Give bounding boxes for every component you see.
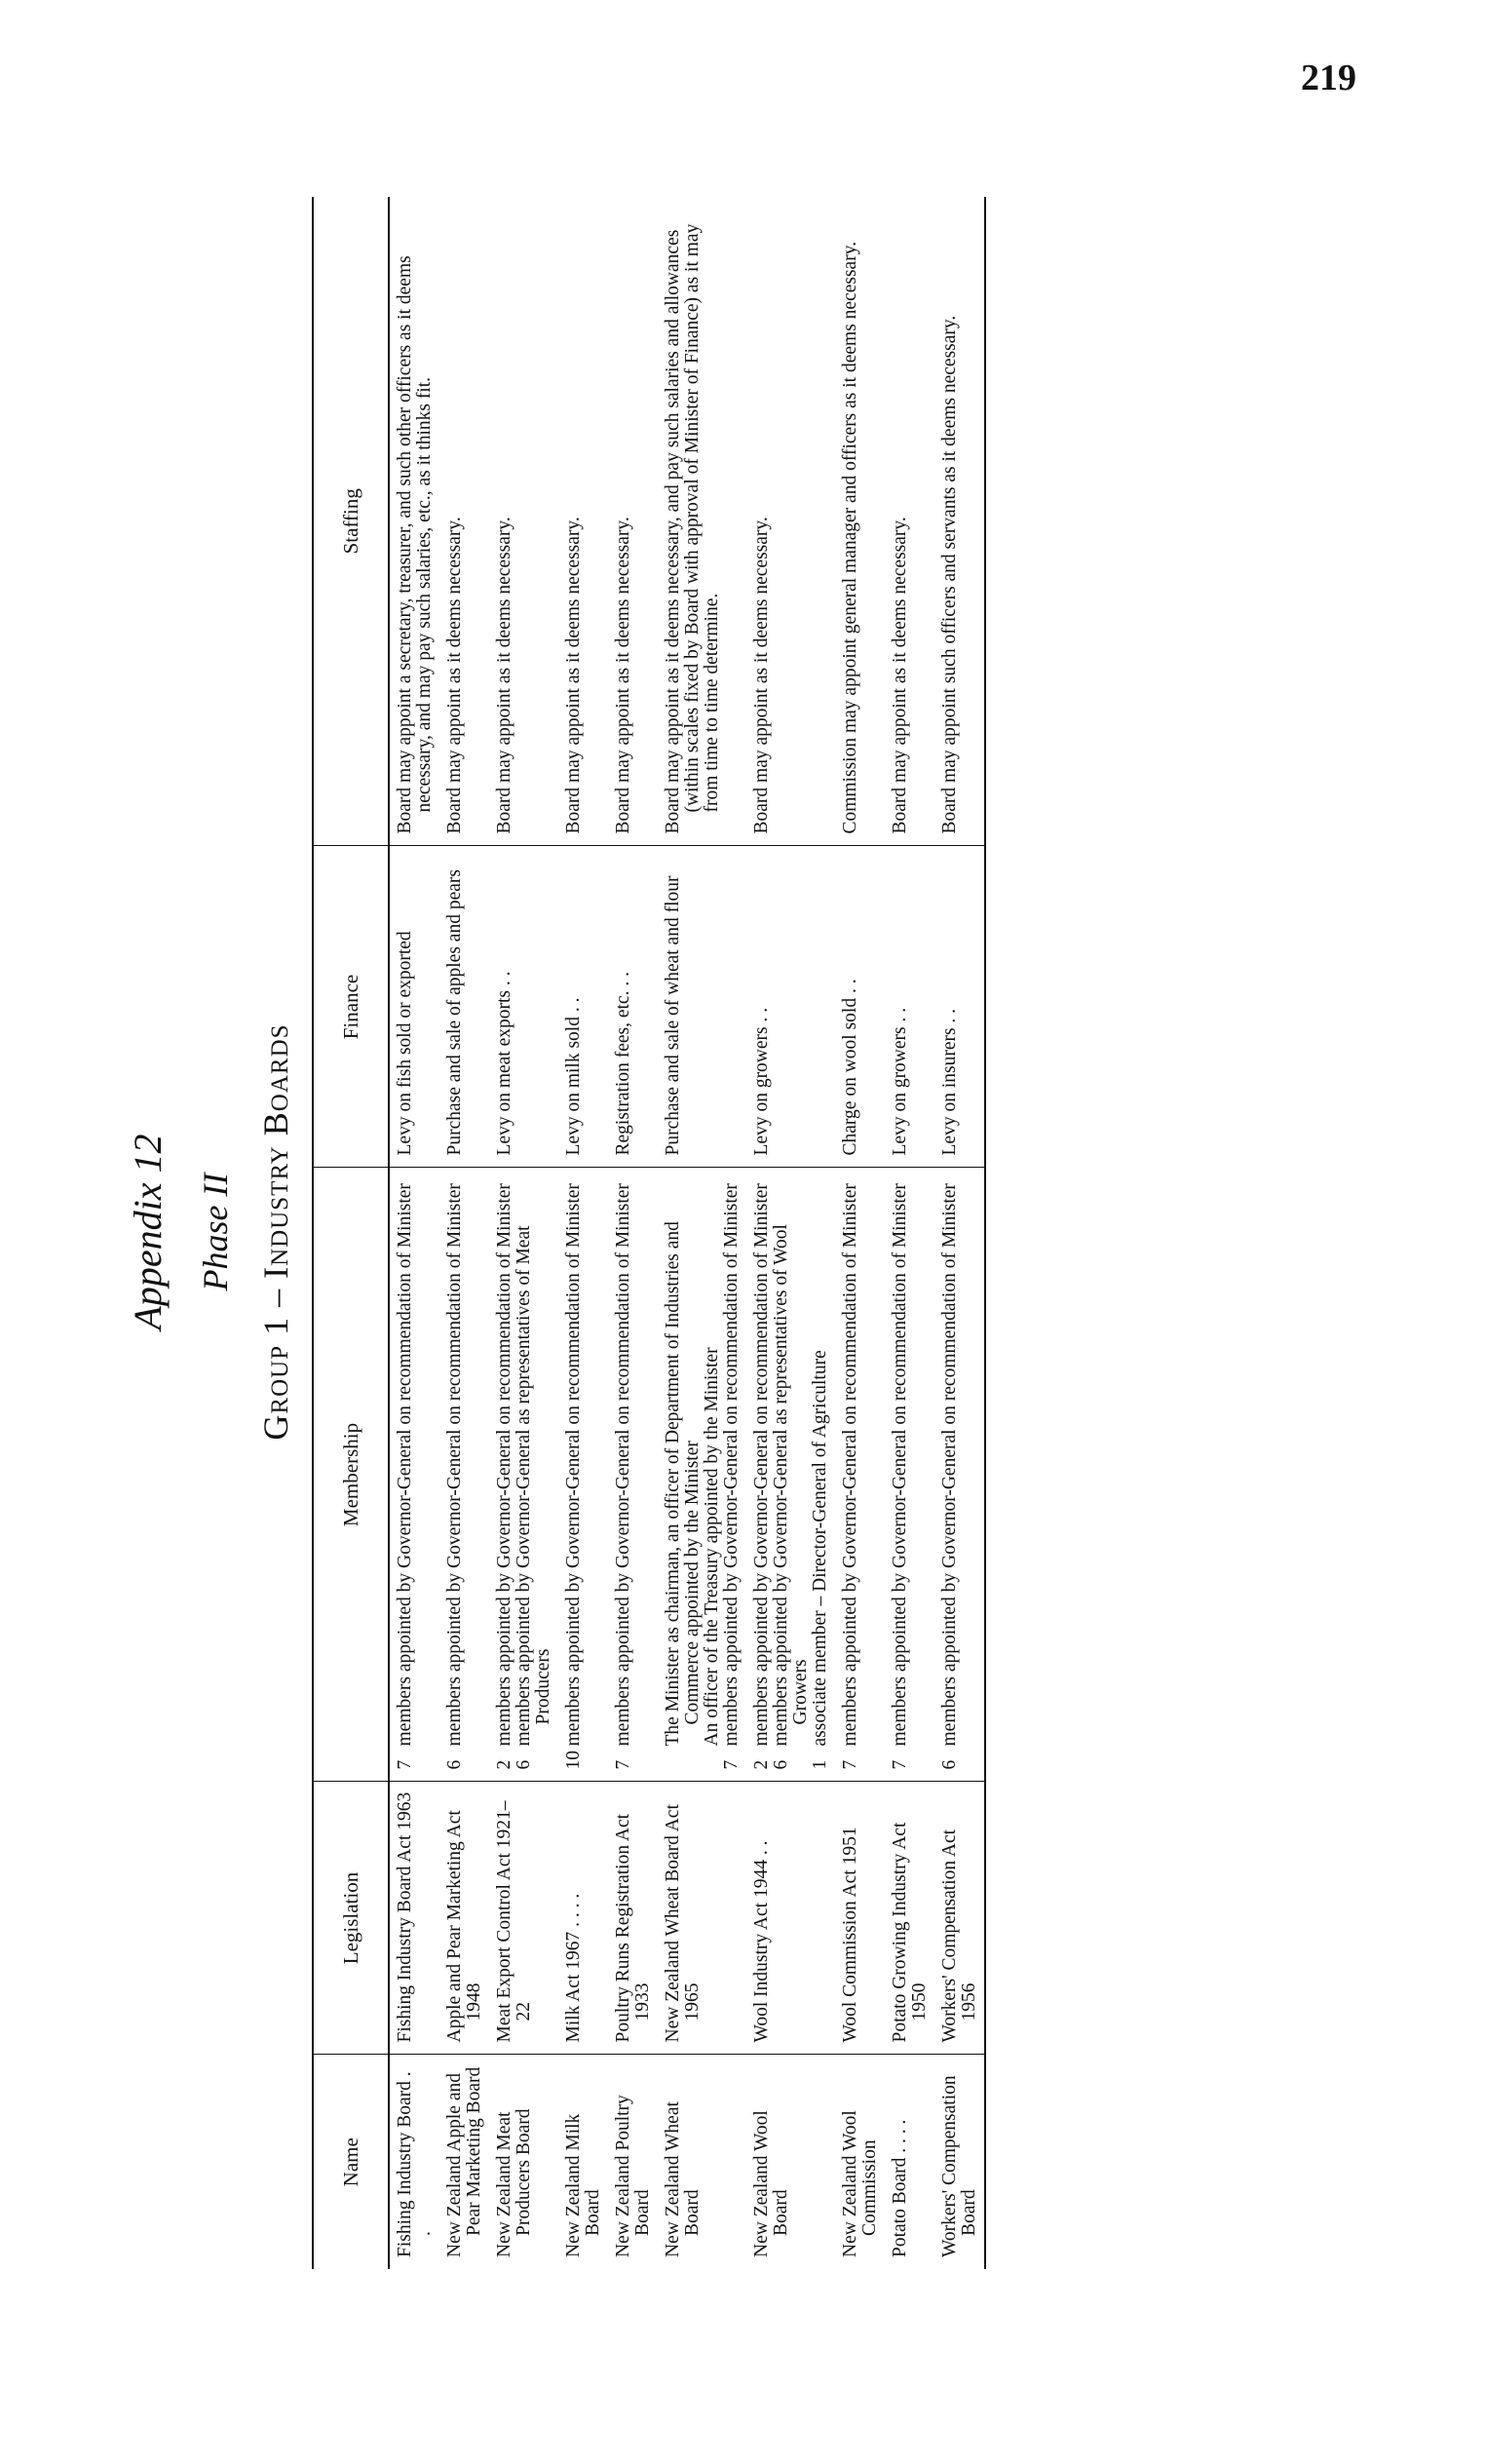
cell-name-text: New Zealand Wool Board <box>751 2110 791 2257</box>
membership-count: 7 <box>613 1759 633 1770</box>
membership-entry <box>564 1178 584 1770</box>
table-row <box>934 197 985 2269</box>
cell-staffing-text: Board may appoint as it deems necessary. <box>563 517 584 834</box>
membership-entry <box>495 1178 514 1770</box>
cell-membership <box>885 1168 934 1782</box>
cell-staffing <box>439 197 489 846</box>
table-row <box>608 197 658 2269</box>
cell-membership <box>439 1168 489 1782</box>
cell-name <box>489 2055 558 2269</box>
cell-staffing-text: Board may appoint as it deems necessary. <box>613 517 633 834</box>
cell-finance-text: Levy on milk sold . . <box>563 997 584 1156</box>
membership-text: members appointed by Governor-General on recommendation of Minister <box>494 1183 514 1747</box>
table-row <box>658 197 746 2269</box>
cell-finance <box>885 846 934 1168</box>
cell-staffing <box>835 197 885 846</box>
cell-finance-text: Levy on fish sold or exported <box>395 931 415 1156</box>
cell-legislation <box>746 1782 835 2055</box>
cell-legislation <box>489 1782 558 2055</box>
appendix-title: Appendix 12 <box>126 1134 170 1330</box>
membership-count: 6 <box>444 1759 465 1770</box>
membership-text: An officer of the Treasury appointed by the Minister <box>702 1347 722 1747</box>
cell-name-text: New Zealand Wool Commission <box>840 2110 880 2257</box>
cell-name <box>389 2055 439 2269</box>
cell-legislation-text: Apple and Pear Marketing Act 1948 <box>444 1810 484 2043</box>
membership-text: members appointed by Governor-General on recommendation of Minister <box>613 1183 633 1747</box>
cell-name <box>608 2055 658 2269</box>
cell-membership <box>746 1168 835 1782</box>
cell-membership <box>658 1168 746 1782</box>
cell-staffing <box>934 197 985 846</box>
membership-count: 2 <box>494 1759 514 1770</box>
table-row <box>746 197 835 2269</box>
cell-legislation-text: New Zealand Wheat Board Act 1965 <box>663 1804 703 2043</box>
cell-finance <box>558 846 608 1168</box>
cell-name <box>934 2055 985 2269</box>
cell-name-text: New Zealand Milk Board <box>563 2113 603 2257</box>
cell-finance-text: Charge on wool sold . . <box>840 979 860 1156</box>
membership-count <box>703 1747 722 1770</box>
cell-membership <box>934 1168 985 1782</box>
membership-entry <box>752 1178 772 1770</box>
cell-name <box>658 2055 746 2269</box>
cell-staffing-text: Board may appoint as it deems necessary. <box>751 517 772 834</box>
header-finance: Finance <box>313 846 389 1168</box>
cell-finance <box>835 846 885 1168</box>
membership-count <box>664 1747 703 1770</box>
cell-membership <box>558 1168 608 1782</box>
cell-membership <box>389 1168 439 1782</box>
cell-staffing-text: Board may appoint as it deems necessary. <box>890 517 910 834</box>
cell-legislation-text: Poultry Runs Registration Act 1933 <box>613 1813 653 2043</box>
membership-text: associate member – Director-General of Agriculture <box>810 1350 830 1747</box>
table-row <box>835 197 885 2269</box>
membership-entry <box>841 1178 860 1770</box>
cell-staffing <box>558 197 608 846</box>
cell-finance <box>608 846 658 1168</box>
membership-text: members appointed by Governor-General on recommendation of Minister <box>939 1183 960 1747</box>
header-name: Name <box>313 2055 389 2269</box>
cell-legislation-text: Workers' Compensation Act 1956 <box>939 1829 979 2043</box>
cell-finance <box>658 846 746 1168</box>
cell-finance-text: Registration fees, etc. . . <box>613 972 633 1156</box>
cell-staffing-text: Board may appoint as it deems necessary, and pay such salaries and allowances (within scales fixed by Board with approval of Minister of Finance) as it may from time to time determine. <box>663 223 722 834</box>
cell-staffing <box>658 197 746 846</box>
cell-finance-text: Levy on growers . . <box>890 1007 910 1156</box>
membership-entry <box>891 1178 910 1770</box>
cell-staffing-text: Board may appoint as it deems necessary. <box>494 517 514 834</box>
header-row <box>313 197 389 2269</box>
cell-name-text: Potato Board . . . . <box>890 2119 910 2257</box>
cell-legislation-text: Meat Export Control Act 1921–22 <box>494 1800 534 2043</box>
membership-entry <box>614 1178 633 1770</box>
cell-legislation <box>439 1782 489 2055</box>
cell-legislation-text: Potato Growing Industry Act 1950 <box>890 1822 930 2043</box>
cell-legislation <box>558 1782 608 2055</box>
cell-name <box>746 2055 835 2269</box>
group-title: Group 1 – Industry Boards <box>256 1023 295 1441</box>
membership-count: 7 <box>395 1759 415 1770</box>
cell-legislation <box>934 1782 985 2055</box>
cell-staffing <box>608 197 658 846</box>
cell-membership <box>489 1168 558 1782</box>
cell-membership <box>608 1168 658 1782</box>
cell-staffing-text: Board may appoint a secretary, treasurer, and such other officers as it deems necessary, and may pay such salaries, etc., as it thinks fit. <box>395 255 435 834</box>
cell-finance <box>489 846 558 1168</box>
membership-entry <box>445 1178 465 1770</box>
cell-name-text: Workers' Compensation Board <box>939 2075 979 2257</box>
membership-count: 6 <box>939 1759 960 1770</box>
header-legislation: Legislation <box>313 1782 389 2055</box>
header-staffing: Staffing <box>313 197 389 846</box>
table-row <box>389 197 439 2269</box>
membership-count: 7 <box>721 1759 742 1770</box>
cell-name-text: New Zealand Wheat Board <box>663 2101 703 2257</box>
page-number: 219 <box>1301 58 1356 98</box>
cell-finance-text: Levy on meat exports . . <box>494 971 514 1156</box>
membership-text: members appointed by Governor-General on recommendation of Minister <box>890 1183 910 1747</box>
phase-title: Phase II <box>196 1173 235 1291</box>
cell-name-text: New Zealand Apple and Pear Marketing Board <box>444 2066 484 2257</box>
membership-text: members appointed by Governor-General as representatives of Meat Producers <box>514 1225 553 1747</box>
cell-name <box>885 2055 934 2269</box>
cell-legislation-text: Wool Commission Act 1951 <box>840 1827 860 2043</box>
membership-entry <box>722 1178 742 1770</box>
membership-text: members appointed by Governor-General on recommendation of Minister <box>563 1183 584 1747</box>
cell-finance-text: Purchase and sale of apples and pears <box>444 869 465 1156</box>
cell-membership <box>835 1168 885 1782</box>
cell-legislation <box>658 1782 746 2055</box>
membership-entry <box>664 1178 703 1770</box>
cell-finance-text: Levy on insurers . . <box>939 1008 960 1156</box>
title-block <box>125 0 298 2464</box>
membership-entry <box>811 1178 830 1770</box>
cell-name-text: Fishing Industry Board . . <box>395 2071 435 2257</box>
membership-entry <box>940 1178 960 1770</box>
cell-staffing-text: Board may appoint such officers and servants as it deems necessary. <box>939 315 960 834</box>
membership-count: 7 <box>840 1759 860 1770</box>
cell-name <box>835 2055 885 2269</box>
cell-staffing <box>746 197 835 846</box>
cell-name-text: New Zealand Meat Producers Board <box>494 2108 534 2257</box>
cell-staffing <box>885 197 934 846</box>
membership-count: 1 <box>810 1759 830 1770</box>
membership-text: members appointed by Governor-General on recommendation of Minister <box>721 1183 742 1747</box>
membership-count: 10 <box>563 1751 584 1770</box>
cell-legislation-text: Fishing Industry Board Act 1963 <box>395 1791 415 2043</box>
industry-boards-table <box>312 197 986 2269</box>
cell-legislation-text: Milk Act 1967 . . . . <box>563 1893 584 2043</box>
cell-legislation <box>608 1782 658 2055</box>
cell-legislation <box>389 1782 439 2055</box>
cell-name <box>558 2055 608 2269</box>
cell-finance-text: Levy on growers . . <box>751 1007 772 1156</box>
membership-text: members appointed by Governor-General on recommendation of Minister <box>395 1183 415 1747</box>
cell-legislation-text: Wool Industry Act 1944 . . <box>751 1840 772 2043</box>
cell-staffing <box>389 197 439 846</box>
membership-count: 2 <box>751 1759 772 1770</box>
cell-legislation <box>835 1782 885 2055</box>
cell-staffing <box>489 197 558 846</box>
cell-name <box>439 2055 489 2269</box>
membership-text: members appointed by Governor-General on recommendation of Minister <box>751 1183 772 1747</box>
membership-entry <box>514 1178 553 1770</box>
table-row <box>489 197 558 2269</box>
header-membership: Membership <box>313 1168 389 1782</box>
membership-count: 6 <box>771 1759 791 1770</box>
membership-count: 6 <box>514 1759 534 1770</box>
membership-entry <box>772 1178 811 1770</box>
table-row <box>439 197 489 2269</box>
cell-finance <box>439 846 489 1168</box>
membership-text: members appointed by Governor-General on recommendation of Minister <box>840 1183 860 1747</box>
cell-staffing-text: Board may appoint as it deems necessary. <box>444 517 465 834</box>
membership-text: members appointed by Governor-General as representatives of Wool Growers <box>771 1224 811 1747</box>
membership-text: members appointed by Governor-General on recommendation of Minister <box>444 1183 465 1747</box>
cell-legislation <box>885 1782 934 2055</box>
membership-entry <box>703 1178 722 1770</box>
membership-count: 7 <box>890 1759 910 1770</box>
table-row <box>558 197 608 2269</box>
cell-name-text: New Zealand Poultry Board <box>613 2095 653 2257</box>
cell-finance-text: Purchase and sale of wheat and flour <box>663 875 683 1156</box>
cell-finance <box>746 846 835 1168</box>
membership-entry <box>396 1178 415 1770</box>
cell-staffing-text: Commission may appoint general manager and officers as it deems necessary. <box>840 241 860 834</box>
cell-finance <box>389 846 439 1168</box>
membership-text: The Minister as chairman, an officer of Department of Industries and Commerce appointed by the Minister <box>663 1221 703 1747</box>
table-body <box>389 197 985 2269</box>
table-row <box>885 197 934 2269</box>
cell-finance <box>934 846 985 1168</box>
